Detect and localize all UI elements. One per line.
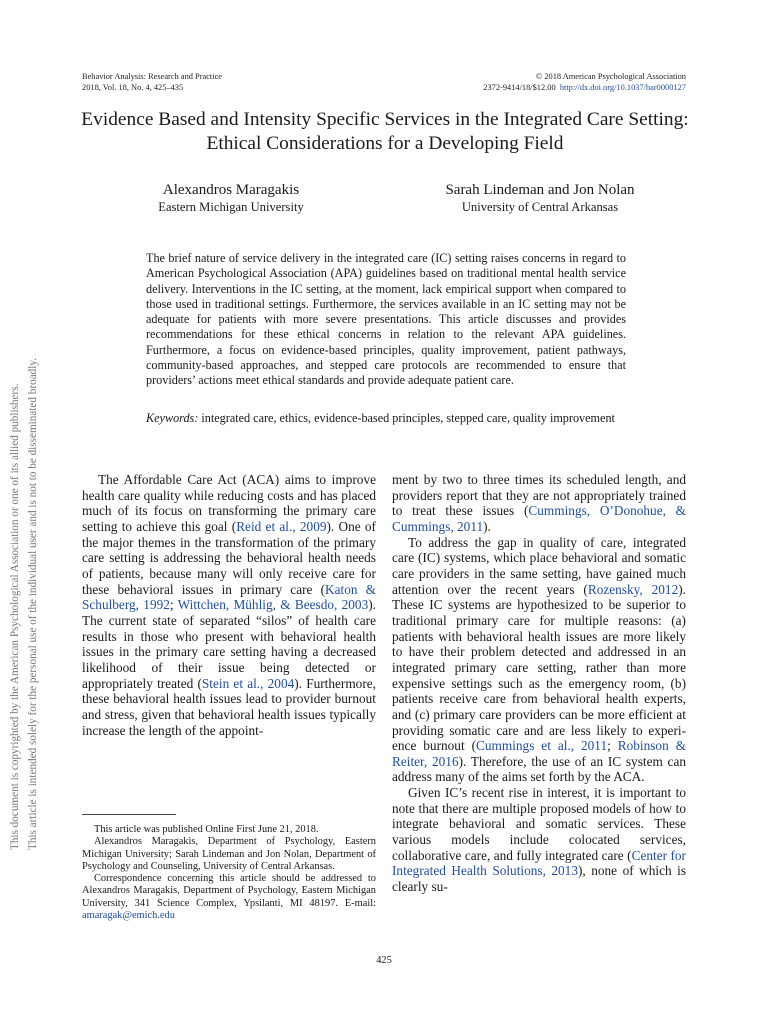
citation-link[interactable]: Stein et al., 2004 <box>201 675 295 691</box>
footnote-affiliations: Alexandros Maragakis, Department of Psychology, Eastern Michigan University; Sarah Lindeman and Jon Nolan, Department of Psychology and Counseling, University of Central Arkansas. <box>82 836 376 872</box>
body-text: Given IC’s recent rise in interest, it is important to note that there are multiple proposed models of how to integrate behavioral and somatic services. These various models include colocated services, collaborative care, and fully integrated care ( <box>392 785 686 863</box>
body-text: ). <box>483 518 491 534</box>
footnote-correspondence <box>82 873 376 922</box>
body-text: To address the gap in quality of care, integrated care (IC) systems, which place behavioral and somatic care providers in the same setting, have gained much attention over the recent years ( <box>392 534 686 597</box>
body-text: ; <box>607 738 618 754</box>
footnotes <box>82 824 376 922</box>
author-affiliation: University of Central Arkansas <box>461 200 619 214</box>
citation-link[interactable]: Reid et al., 2009 <box>236 518 327 534</box>
body-text: The Affordable Care Act (ACA) aims to improve health care quality while reducing costs and has placed much of its focus on transforming the primary care setting to achieve this goal ( <box>82 472 376 534</box>
journal-header <box>82 72 222 93</box>
article-title: Evidence Based and Intensity Specific Services in the Integrated Care Setting: Ethical Considerations for a Developing Field <box>81 109 689 154</box>
copyright-sidebar-line-1: This document is copyrighted by the American Psychological Association or one of its allied publishers. <box>9 383 21 850</box>
body-paragraph <box>392 472 686 535</box>
footnote-text: Correspondence concerning this article should be addressed to Alexandros Maragakis, Department of Psychology, Eastern Michigan University, 341 Science Complex, Ypsilanti, MI 48197. E-mail: <box>82 873 376 909</box>
body-paragraph <box>392 785 686 895</box>
copyright-sidebar-line-2: This article is intended solely for the personal use of the individual user and is not to be disseminated broadly. <box>27 357 39 850</box>
citation-link[interactable]: Rozensky, 2012 <box>587 581 679 597</box>
abstract: The brief nature of service delivery in the integrated care (IC) setting raises concerns in regard to American Psychological Association (APA) guidelines based on traditional mental health service delivery. Interventions in the IC setting, at the moment, lack empirical support when compared to those used in traditional settings. Furthermore, the services available in an IC setting may not be adequate for patients with more severe presentations. This article discusses and provides recommendations for these ethical concerns in relation to the relevant APA guidelines. Furthermore, a focus on evidence-based principles, quality improvement, patient pathways, community-based approaches, and stepped care protocols are recommended to ensure that providers’ actions meet ethical standards and provide adequate patient care. <box>146 251 626 388</box>
citation-link[interactable]: Katon & Schulberg, 1992 <box>82 581 376 613</box>
body-text: ), none of which is clearly su- <box>392 863 686 895</box>
body-text: ment by two to three times its scheduled length, and providers report that they are not appropriately trained to treat these issues ( <box>392 472 686 519</box>
copyright-notice: © 2018 American Psychological Association <box>535 72 686 81</box>
body-text: ; <box>169 597 178 613</box>
body-column-left <box>82 472 376 738</box>
body-paragraph <box>82 472 376 738</box>
author-block-2 <box>400 181 680 215</box>
keywords-text: integrated care, ethics, evidence-based principles, stepped care, quality improvement <box>201 411 615 425</box>
page-number: 425 <box>376 955 392 966</box>
keywords-label: Keywords: <box>146 411 199 425</box>
issn: 2372-9414/18/$12.00 <box>483 82 556 92</box>
footnote-published: This article was published Online First June 21, 2018. <box>94 824 319 835</box>
author-affiliation: Eastern Michigan University <box>158 200 304 214</box>
citation-link[interactable]: Robinson & Reiter, 2016 <box>392 738 686 769</box>
email-link[interactable]: amaragak@emich.edu <box>82 910 175 922</box>
copyright-header <box>440 72 686 93</box>
journal-name: Behavior Analysis: Research and Practice <box>82 72 223 81</box>
keywords <box>146 411 626 426</box>
body-text: ). The current state of separated “silos” of health care results in those who present with behavioral health issues in the primary care setting having a decreased likelihood of their issue being detected or appropriately treated ( <box>82 597 376 691</box>
citation-link[interactable]: Cummings, O’Donohue, & Cummings, 2011 <box>392 503 686 534</box>
body-text: ). Furthermore, these behavioral health issues lead to provider burnout and stress, given that behavioral health issues typically increase the length of the appoint- <box>82 675 376 738</box>
doi-link[interactable]: http://dx.doi.org/10.1037/bar0000127 <box>559 82 686 92</box>
body-text: ). These IC systems are hypothesized to be superior to traditional primary care for multiple reasons: (a) patients with behavioral health issues are more likely to have their problem detected and addressed in an integrated primary care setting, rather than more expensive settings such as the emergency room, (b) patients receive care from behavioral health experts, and (c) primary care providers can be more efficient at providing somatic care and are less likely to experience burnout ( <box>392 581 686 754</box>
author-name: Alexandros Maragakis <box>162 182 300 198</box>
author-block-1 <box>128 181 334 215</box>
citation-link[interactable]: Center for Integrated Health Solutions, 2013 <box>392 847 686 879</box>
citation-link[interactable]: Wittchen, Mühlig, & Beesdo, 2003 <box>177 597 369 613</box>
body-text: ). One of the major themes in the transformation of the primary care setting is addressing the behavioral health needs of patients, because many will only receive care for these behavioral issues in primary care ( <box>82 518 376 597</box>
body-paragraph <box>392 535 686 786</box>
footnote-divider <box>82 814 176 815</box>
body-column-right <box>392 472 686 895</box>
body-text: ). Therefore, the use of an IC system can address many of the aims set forth by the ACA. <box>392 753 686 785</box>
citation-link[interactable]: Cummings et al., 2011 <box>476 738 608 754</box>
issn-doi-line <box>440 83 686 94</box>
journal-volume: 2018, Vol. 18, No. 4, 425–435 <box>82 82 184 92</box>
author-name: Sarah Lindeman and Jon Nolan <box>445 182 635 198</box>
